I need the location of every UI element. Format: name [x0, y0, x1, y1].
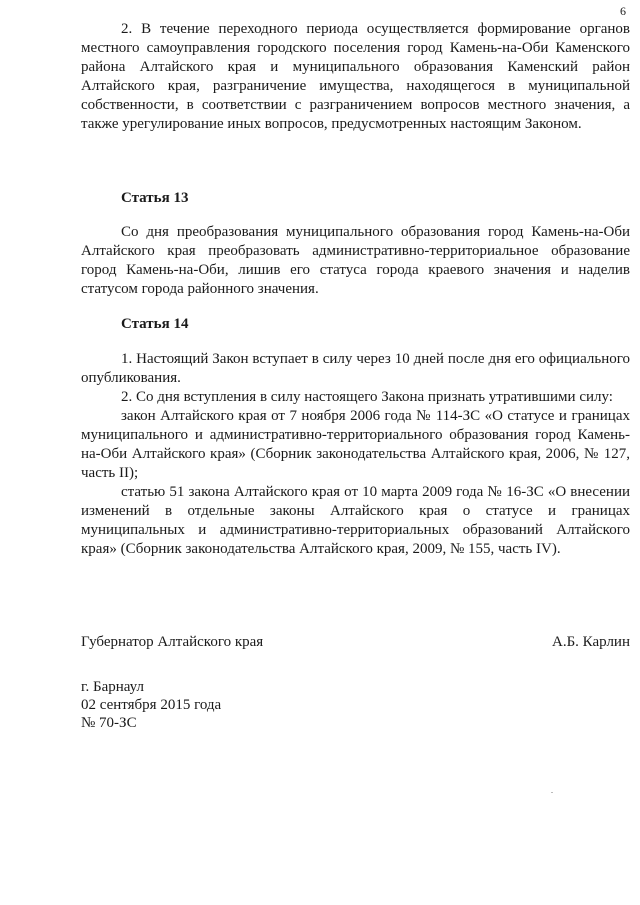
- page-number: 6: [620, 4, 626, 18]
- place-date-block: [81, 678, 221, 732]
- law-number: № 70-ЗС: [81, 715, 137, 731]
- signature-position: Губернатор Алтайского края: [81, 634, 264, 650]
- city: г. Барнаул: [81, 679, 144, 695]
- article13-text: Со дня преобразования муниципального образования город Камень-на-Оби Алтайского края преобразовать административно-территориальное образование город Камень-на-Оби, лишив его статуса города краевого значения и наделив статусом города районного значения.: [81, 224, 630, 297]
- date: 02 сентября 2015 года: [81, 697, 222, 713]
- article14-heading: Статья 14: [121, 316, 189, 332]
- article12-item2-block: [81, 20, 630, 134]
- article14-item2: 2. Со дня вступления в силу настоящего Закона признать утратившими силу:: [121, 389, 613, 405]
- article13-block: [81, 223, 630, 299]
- article14-block: [81, 350, 630, 559]
- scan-speck: [551, 792, 553, 793]
- article14-law1: закон Алтайского края от 7 ноября 2006 года № 114-ЗС «О статусе и границах муниципального и административно-территориального образования город Камень-на-Оби Алтайского края» (Сборник законодательства Алтайского края, 2006, № 127, часть II);: [81, 408, 630, 481]
- article14-law2: статью 51 закона Алтайского края от 10 марта 2009 года № 16-ЗС «О внесении изменений в отдельные законы Алтайского края о статусе и границах муниципальных и административно-территориальных образований Алтайского края» (Сборник законодательства Алтайского края, 2009, № 155, часть IV).: [81, 484, 630, 557]
- article14-item1: 1. Настоящий Закон вступает в силу через 10 дней после дня его официального опубликования.: [81, 351, 630, 386]
- article12-item2: 2. В течение переходного периода осуществляется формирование органов местного самоуправления городского поселения город Камень-на-Оби Каменского района Алтайского края и муниципального образования Каменский район Алтайского края, разграничение имущества, находящегося в муниципальной собственности, в соответствии с разграничением вопросов местного значения, а также урегулирование иных вопросов, предусмотренных настоящим Законом.: [81, 21, 630, 132]
- article13-heading: Статья 13: [121, 190, 189, 206]
- signature-name: А.Б. Карлин: [551, 634, 630, 650]
